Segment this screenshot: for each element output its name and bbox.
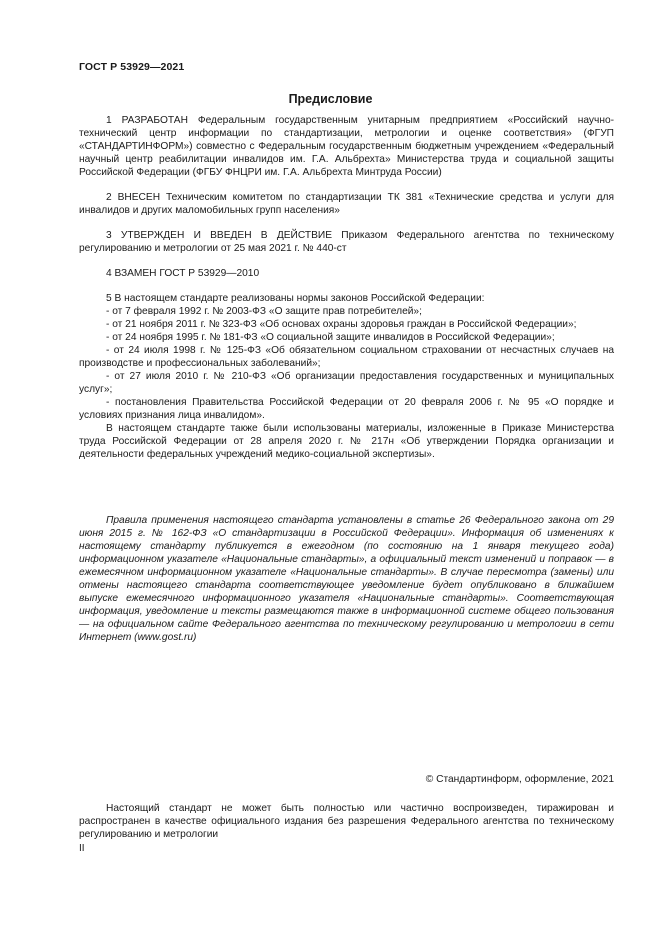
paragraph-laws-intro: 5 В настоящем стандарте реализованы нормы законов Российской Федерации: bbox=[106, 293, 485, 304]
law-item: - от 24 июля 1998 г. № 125-ФЗ «Об обязательном социальном страховании от несчастных случаев на производстве и профессиональных заболеваний»; bbox=[79, 345, 614, 369]
page-number: II bbox=[79, 843, 85, 854]
reproduction-note bbox=[79, 802, 614, 841]
notice-text: Правила применения настоящего стандарта установлены в статье 26 Федерального закона от 29 июня 2015 г. № 162-ФЗ «О стандартизации в Российской Федерации». Информация об изменениях к настоящему стандарту публикуется в ежегодном (по состоянию на 1 января текущего года) информационном указателе «Национальные стандарты», а официальный текст изменений и поправок — в ежемесячном информационном указателе «Национальные стандарты». В случае пересмотра (замены) или отмены настоящего стандарта соответствующее уведомление будет опубликовано в ближайшем выпуске ежемесячного информационного указателя «Национальные стандарты». Соответствующая информация, уведомление и тексты размещаются также в информационной системе общего пользования — на официальном сайте Федерального агентства по техническому регулированию и метрологии в сети Интернет (www.gost.ru) bbox=[79, 515, 614, 643]
reproduction-text: Настоящий стандарт не может быть полностью или частично воспроизведен, тиражирован и распространен в качестве официального издания без разрешения Федерального агентства по техническому регулированию и метрологии bbox=[79, 803, 614, 840]
foreword-body bbox=[79, 114, 614, 461]
law-item: - от 27 июля 2010 г. № 210-ФЗ «Об организации предоставления государственных и муниципальных услуг»; bbox=[79, 371, 614, 395]
law-item: - от 7 февраля 1992 г. № 2003-ФЗ «О защите прав потребителей»; bbox=[106, 306, 422, 317]
law-item: - постановления Правительства Российской Федерации от 20 февраля 2006 г. № 95 «О порядке и условиях признания лица инвалидом». bbox=[79, 397, 614, 421]
law-item: - от 21 ноября 2011 г. № 323-ФЗ «Об основах охраны здоровья граждан в Российской Федерации»; bbox=[106, 319, 577, 330]
page-title: Предисловие bbox=[288, 92, 373, 106]
paragraph-materials: В настоящем стандарте также были использованы материалы, изложенные в Приказе Министерства труда Российской Федерации от 28 апреля 2020 г. № 217н «Об утверждении Порядка организации и деятельности федеральных учреждений медико-социальной экспертизы». bbox=[79, 423, 614, 460]
paragraph-approved: 3 УТВЕРЖДЕН И ВВЕДЕН В ДЕЙСТВИЕ Приказом Федерального агентства по техническому регулированию и метрологии от 25 мая 2021 г. № 440-ст bbox=[79, 230, 614, 254]
copyright-line: © Стандартинформ, оформление, 2021 bbox=[425, 774, 614, 785]
document-code: ГОСТ Р 53929—2021 bbox=[79, 61, 185, 73]
paragraph-developed: 1 РАЗРАБОТАН Федеральным государственным унитарным предприятием «Российский научно-технический центр информации по стандартизации, метрологии и оценке соответствия» (ФГУП «СТАНДАРТИНФОРМ») совместно с Федеральным государственным бюджетным учреждением «Федеральный научный центр реабилитации инвалидов им. Г.А. Альбрехта» Министерства труда и социальной защиты Российской Федерации (ФГБУ ФНЦРИ им. Г.А. Альбрехта Минтруда России) bbox=[79, 115, 614, 178]
paragraph-introduced: 2 ВНЕСЕН Техническим комитетом по стандартизации ТК 381 «Технические средства и услуги для инвалидов и других маломобильных групп населения» bbox=[79, 192, 614, 216]
law-item: - от 24 ноября 1995 г. № 181-ФЗ «О социальной защите инвалидов в Российской Федерации»; bbox=[106, 332, 555, 343]
standard-application-notice bbox=[79, 514, 614, 644]
paragraph-replaces: 4 ВЗАМЕН ГОСТ Р 53929—2010 bbox=[106, 268, 260, 279]
